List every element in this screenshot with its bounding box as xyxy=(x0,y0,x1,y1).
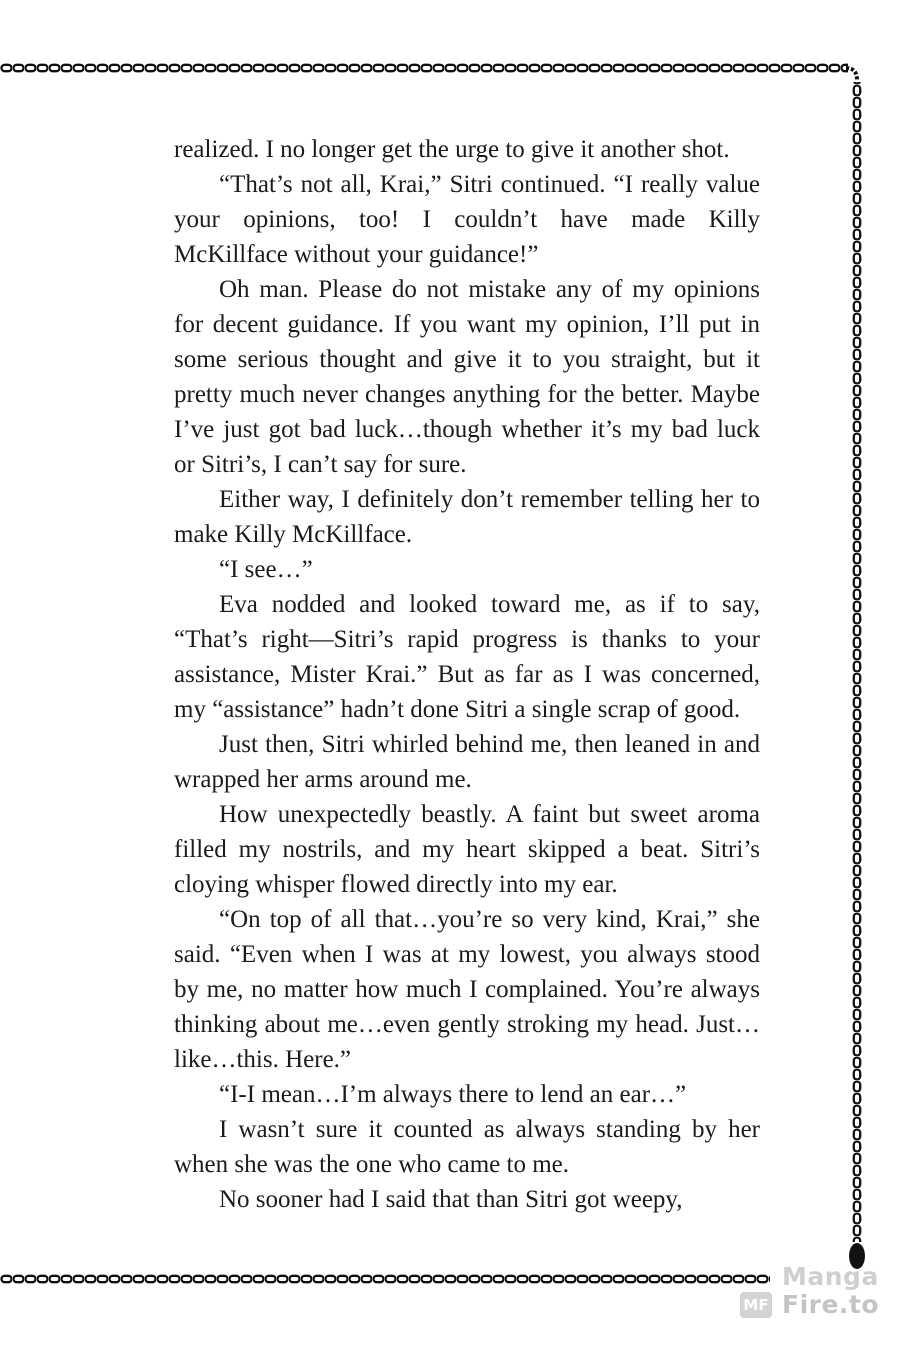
chain-corner xyxy=(846,68,857,80)
paragraph: Oh man. Please do not mistake any of my opinions for decent guidance. If you want my opinion, I’ll put in some serious thought and give it to you straight, but it pretty much never changes anything for the better. Maybe I’ve just got bad luck…though whether it’s my bad luck or Sitri’s, I can’t say for sure. xyxy=(174,276,760,478)
watermark xyxy=(738,1264,878,1324)
paragraph: Eva nodded and looked toward me, as if to say, “That’s right—Sitri’s rapid progress is thanks to your assistance, Mister Krai.” But as far as I was concerned, my “assistance” hadn’t done Sitri a single scrap of good. xyxy=(174,591,760,723)
bottom-chain xyxy=(0,1274,770,1284)
paragraph: “On top of all that…you’re so very kind, Krai,” she said. “Even when I was at my lowest, you always stood by me, no matter how much I complained. You’re always thinking about me…even gently stroking my head. Just…like…this. Here.” xyxy=(174,906,760,1073)
paragraph: “I see…” xyxy=(219,556,313,583)
watermark-line1: Manga xyxy=(782,1262,879,1291)
paragraph: I wasn’t sure it counted as always standing by her when she was the one who came to me. xyxy=(174,1116,760,1178)
paragraph: Just then, Sitri whirled behind me, then leaned in and wrapped her arms around me. xyxy=(174,731,760,793)
paragraph: “I-I mean…I’m always there to lend an ear…” xyxy=(219,1081,687,1108)
paragraph: realized. I no longer get the urge to give it another shot. xyxy=(174,136,730,163)
page-text xyxy=(174,132,760,1217)
paragraph: “That’s not all, Krai,” Sitri continued. “I really value your opinions, too! I couldn’t have made Killy McKillface without your guidance!” xyxy=(174,171,760,268)
paragraph: No sooner had I said that than Sitri got weepy, xyxy=(219,1186,683,1213)
right-chain xyxy=(852,82,862,1242)
paragraph: Either way, I definitely don’t remember telling her to make Killy McKillface. xyxy=(174,486,760,548)
watermark-logo-icon: MF xyxy=(740,1292,772,1318)
paragraph: How unexpectedly beastly. A faint but sweet aroma filled my nostrils, and my heart skipped a beat. Sitri’s cloying whisper flowed directly into my ear. xyxy=(174,801,760,898)
top-chain xyxy=(0,63,848,73)
watermark-line2: Fire.to xyxy=(782,1290,880,1319)
